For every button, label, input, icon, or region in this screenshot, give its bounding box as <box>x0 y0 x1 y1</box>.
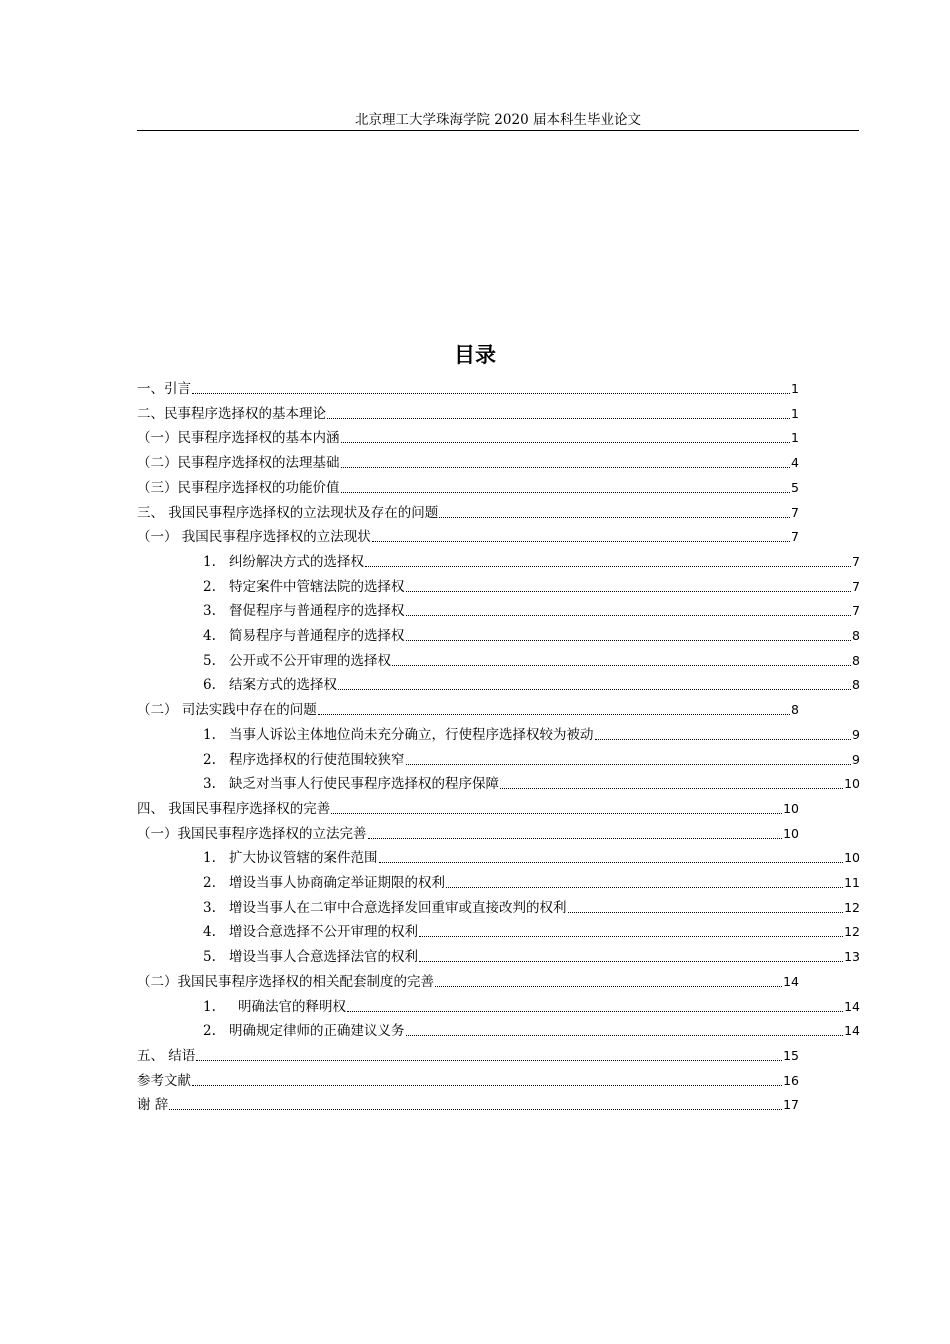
toc-entry-label <box>203 726 594 744</box>
toc-entry-text: （三）民事程序选择权的功能价值 <box>137 479 340 496</box>
dot-leader <box>406 764 852 765</box>
toc-entry-number: 2. <box>203 1023 216 1040</box>
toc-entry[interactable] <box>203 843 860 867</box>
toc-entry-page: 16 <box>783 1072 799 1088</box>
dot-leader <box>331 813 782 814</box>
toc-entry-text: 特定案件中管辖法院的选择权 <box>229 578 405 595</box>
toc-entry-text: 增设合意选择不公开审理的权利 <box>229 924 418 941</box>
toc-entry-page: 7 <box>852 603 860 619</box>
toc-entry-text: 谢 辞 <box>137 1097 169 1114</box>
toc-entry-page: 7 <box>791 529 799 545</box>
toc-entry[interactable] <box>203 942 860 966</box>
dot-leader <box>365 566 851 567</box>
toc-entry[interactable] <box>203 596 860 620</box>
dot-leader <box>368 838 783 839</box>
toc-entry-page: 4 <box>791 455 799 471</box>
toc-entry[interactable] <box>137 473 799 497</box>
toc-entry-page: 17 <box>783 1097 799 1113</box>
toc-entry[interactable] <box>203 670 860 694</box>
toc-entry-label <box>203 652 391 670</box>
toc-entry-number: 2. <box>203 875 216 891</box>
toc-entry-page: 11 <box>844 875 860 890</box>
toc-entry[interactable] <box>203 547 860 571</box>
toc-entry-label <box>203 627 405 645</box>
toc-entry-label <box>137 800 330 818</box>
toc-entry-number: 5. <box>203 652 216 669</box>
toc-entry-text: 扩大协议管辖的案件范围 <box>229 850 378 867</box>
header-rule <box>137 130 859 131</box>
toc-entry-number: 2. <box>203 751 216 768</box>
toc-entry-number: 4. <box>203 924 216 941</box>
dot-leader <box>341 442 791 443</box>
toc-entry-label <box>137 1096 168 1114</box>
toc-entry-number: 3. <box>203 899 216 916</box>
dot-leader <box>392 665 851 666</box>
toc-entry-text: 二、民事程序选择权的基本理论 <box>137 405 326 422</box>
toc-entry-label <box>203 899 567 917</box>
toc-entry-text: 程序选择权的行使范围较狭窄 <box>229 751 405 768</box>
toc-entry-text: 公开或不公开审理的选择权 <box>229 652 391 669</box>
toc-entry-label <box>137 454 340 472</box>
toc-entry-page: 8 <box>852 652 860 668</box>
toc-entry-text: 明确规定律师的正确建议义务 <box>229 1023 405 1040</box>
toc-entry[interactable] <box>203 621 860 645</box>
dot-leader <box>379 862 844 863</box>
toc-entry-text: （二）民事程序选择权的法理基础 <box>137 455 340 472</box>
toc-entry-number: 4. <box>203 628 216 644</box>
toc-entry-page: 14 <box>844 998 860 1014</box>
toc-entry-text: 四、 我国民事程序选择权的完善 <box>137 800 331 817</box>
dot-leader <box>169 1109 782 1110</box>
dot-leader <box>338 689 851 690</box>
toc-entry-text: （二） 司法实践中存在的问题 <box>137 702 317 719</box>
dot-leader <box>341 492 791 493</box>
toc-entry[interactable] <box>137 423 799 447</box>
toc-entry-label <box>203 578 405 596</box>
toc-entry[interactable] <box>203 745 860 769</box>
toc-entry-page: 10 <box>783 825 799 841</box>
toc-entry-page: 5 <box>791 479 799 495</box>
toc-entry[interactable] <box>137 695 799 719</box>
toc-entry[interactable] <box>137 448 799 472</box>
toc-entry[interactable] <box>137 522 799 546</box>
toc-entry[interactable] <box>137 374 799 398</box>
toc-entry[interactable] <box>137 498 799 522</box>
toc-entry-text: 纠纷解决方式的选择权 <box>229 553 364 570</box>
toc-entry-page: 1 <box>791 381 799 396</box>
toc-entry-label <box>137 701 317 719</box>
toc-entry-page: 14 <box>844 1023 860 1039</box>
toc-entry-label <box>137 380 191 398</box>
toc-entry-page: 7 <box>791 504 799 520</box>
toc-entry-label <box>137 479 340 497</box>
dot-leader <box>419 936 843 937</box>
toc-entry-number: 3. <box>203 776 216 793</box>
toc-entry-number: 1. <box>203 553 216 570</box>
toc-entry-number: 2. <box>203 578 216 595</box>
toc-entry-page: 12 <box>844 924 860 940</box>
toc-title: 目录 <box>454 342 496 367</box>
toc-entry-page: 10 <box>844 850 860 866</box>
dot-leader <box>341 467 791 468</box>
dot-leader <box>500 788 843 789</box>
toc-entry-text: 增设当事人在二审中合意选择发回重审或直接改判的权利 <box>229 899 567 916</box>
dot-leader <box>318 714 790 715</box>
toc-entry-label <box>203 602 405 620</box>
toc-entry-page: 10 <box>844 776 860 792</box>
dot-leader <box>327 418 790 419</box>
toc-entry-label <box>137 405 326 423</box>
toc-entry-page: 8 <box>791 702 799 718</box>
page-header: 北京理工大学珠海学院 2020 届本科生毕业论文 <box>355 112 641 128</box>
toc-entry-label <box>203 998 346 1016</box>
dot-leader <box>192 1085 782 1086</box>
toc-entry-number: 1. <box>203 726 216 743</box>
toc-entry-label <box>137 973 434 991</box>
toc-entry-page: 8 <box>852 677 860 693</box>
toc-entry-text: 缺乏对当事人行使民事程序选择权的程序保障 <box>229 776 499 793</box>
dot-leader <box>406 640 852 641</box>
toc-entry-text: （二）我国民事程序选择权的相关配套制度的完善 <box>137 973 434 990</box>
toc-entry-page: 10 <box>783 800 799 816</box>
toc-entry-text: 一、引言 <box>137 381 191 397</box>
toc-entry-page: 14 <box>783 973 799 989</box>
toc-entry-text: 明确法官的释明权 <box>238 998 346 1015</box>
toc-entry-page: 9 <box>852 726 860 742</box>
toc-entry-label <box>137 1047 195 1065</box>
toc-entry[interactable] <box>137 1090 799 1114</box>
toc-entry-page: 1 <box>791 430 799 446</box>
toc-entry[interactable] <box>137 1066 799 1090</box>
dot-leader <box>595 739 852 740</box>
toc-entry-label <box>137 1072 191 1090</box>
toc-entry-label <box>137 504 438 522</box>
toc-entry-number: 3. <box>203 603 216 620</box>
toc-entry-text: （一）我国民事程序选择权的立法完善 <box>137 825 367 842</box>
dot-leader <box>196 1060 782 1061</box>
toc-entry-text: 结案方式的选择权 <box>229 677 337 694</box>
toc-entry-text: 简易程序与普通程序的选择权 <box>229 628 405 644</box>
toc-entry-number: 5. <box>203 949 216 966</box>
toc-entry-label <box>203 874 445 892</box>
toc-entry-page: 12 <box>844 899 860 915</box>
toc-entry-label <box>203 923 418 941</box>
toc-entry-text: 督促程序与普通程序的选择权 <box>229 603 405 620</box>
toc-entry-page: 7 <box>852 553 860 569</box>
toc-entry-number: 6. <box>203 677 216 694</box>
toc-entry-page: 8 <box>852 628 860 643</box>
toc-entry-label <box>203 775 499 793</box>
dot-leader <box>419 961 843 962</box>
toc-entry[interactable] <box>203 572 860 596</box>
dot-leader <box>446 887 843 888</box>
toc-entry[interactable] <box>203 868 860 892</box>
toc-entry[interactable] <box>137 1041 799 1065</box>
toc-entry[interactable] <box>203 917 860 941</box>
toc-entry-label <box>137 528 371 546</box>
toc-entry-text: 增设当事人合意选择法官的权利 <box>229 949 418 966</box>
dot-leader <box>406 591 852 592</box>
toc-entry-number: 1. <box>203 998 216 1015</box>
dot-leader <box>435 986 782 987</box>
toc-entry-number: 1. <box>203 850 216 867</box>
toc-entry-page: 1 <box>791 405 799 421</box>
toc-entry-label <box>203 948 418 966</box>
dot-leader <box>192 393 790 394</box>
toc-entry[interactable] <box>137 967 799 991</box>
toc-entry-text: （一）民事程序选择权的基本内涵 <box>137 430 340 447</box>
toc-entry-label <box>203 1022 405 1040</box>
toc-entry-text: 增设当事人协商确定举证期限的权利 <box>229 875 445 891</box>
toc-entry-text: （一） 我国民事程序选择权的立法现状 <box>137 529 371 546</box>
dot-leader <box>347 1011 843 1012</box>
dot-leader <box>406 615 852 616</box>
toc-entry-label <box>137 429 340 447</box>
toc-entry-label <box>203 553 364 571</box>
toc-entry[interactable] <box>203 992 860 1016</box>
toc-entry[interactable] <box>137 399 799 423</box>
toc-entry-label <box>137 825 367 843</box>
toc-entry-label <box>203 676 337 694</box>
toc-entry-text: 当事人诉讼主体地位尚未充分确立，行使程序选择权较为被动 <box>229 726 594 743</box>
toc-entry-page: 9 <box>852 751 860 767</box>
toc-entry[interactable] <box>203 893 860 917</box>
toc-entry[interactable] <box>203 769 860 793</box>
toc-entry[interactable] <box>137 819 799 843</box>
toc-entry[interactable] <box>137 794 799 818</box>
toc-entry-page: 7 <box>852 578 860 594</box>
toc-entry[interactable] <box>203 646 860 670</box>
toc-entry-text: 参考文献 <box>137 1072 191 1089</box>
toc-entry-text: 五、 结语 <box>137 1047 196 1064</box>
toc-entry-page: 15 <box>783 1047 799 1063</box>
dot-leader <box>406 1035 844 1036</box>
toc-entry[interactable] <box>203 1016 860 1040</box>
toc-entry-page: 13 <box>844 949 860 965</box>
toc-entry[interactable] <box>203 720 860 744</box>
dot-leader <box>372 541 790 542</box>
dot-leader <box>439 517 790 518</box>
dot-leader <box>568 912 844 913</box>
toc-entry-text: 三、 我国民事程序选择权的立法现状及存在的问题 <box>137 504 439 521</box>
toc-entry-label <box>203 849 378 867</box>
toc-entry-label <box>203 751 405 769</box>
